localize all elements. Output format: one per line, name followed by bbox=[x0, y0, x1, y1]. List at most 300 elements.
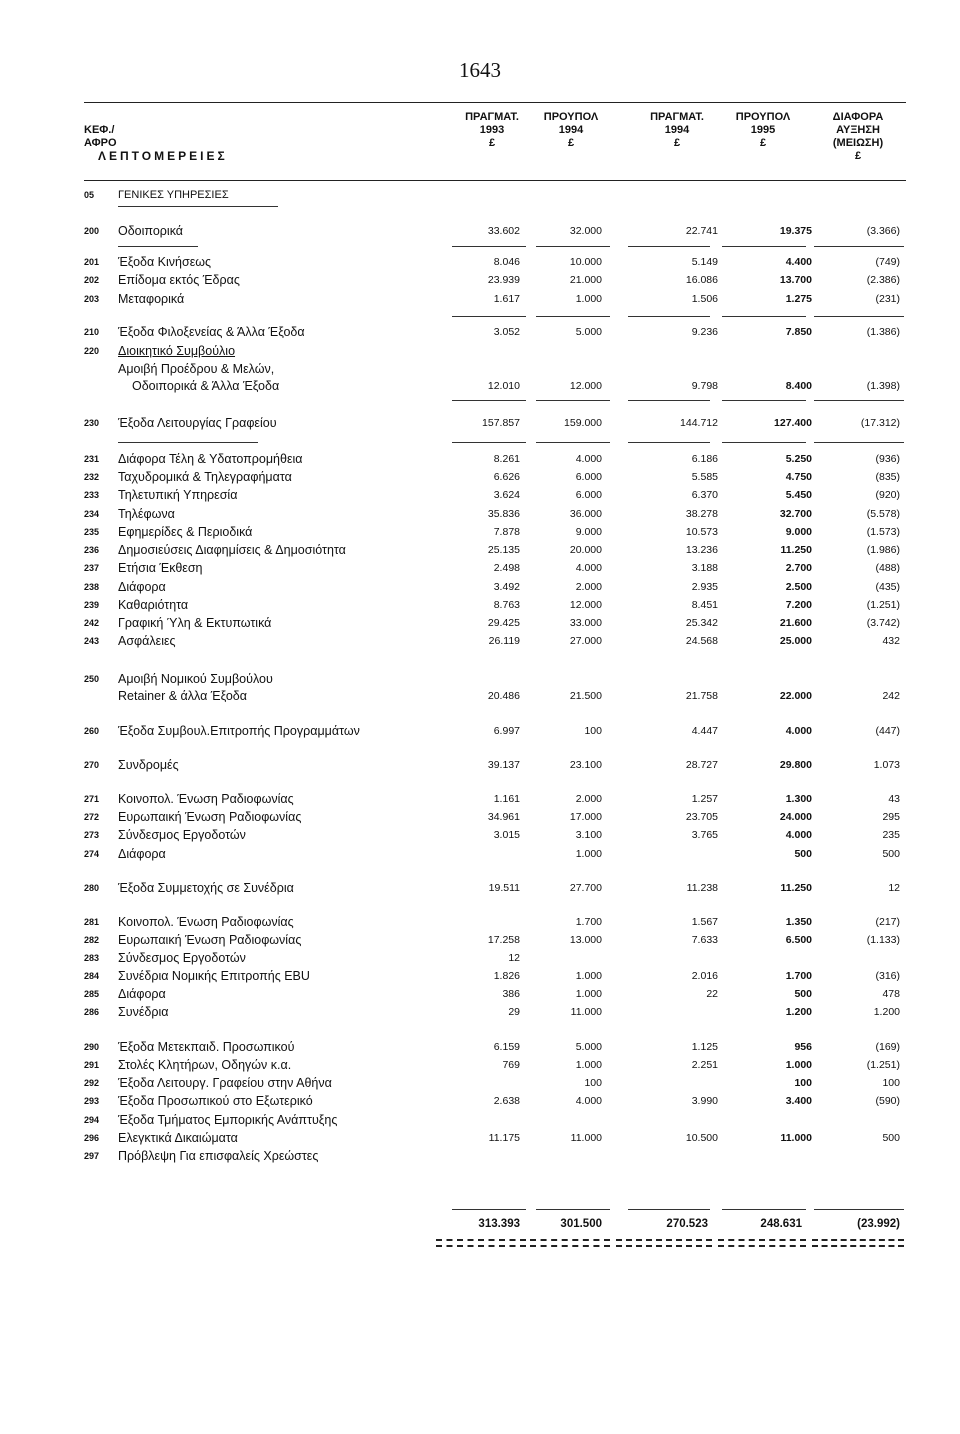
cell-budget-1995: 5.450 bbox=[785, 489, 812, 501]
cell-actual-1993: 8.046 bbox=[493, 256, 520, 268]
cell-actual-1993: 157.857 bbox=[482, 417, 520, 429]
row-code: 235 bbox=[84, 527, 100, 537]
cell-budget-1995: 22.000 bbox=[779, 690, 812, 702]
table-row bbox=[0, 416, 960, 430]
row-description: Διάφορα Τέλη & Υδατοπρομήθεια bbox=[118, 452, 303, 466]
cell-budget-1995: 7.200 bbox=[785, 599, 812, 611]
separator-rule bbox=[628, 246, 710, 247]
row-description: Συνέδρια bbox=[118, 1005, 169, 1019]
cell-budget-1995: 4.000 bbox=[785, 829, 812, 841]
row-description: Έξοδα Προσωπικού στο Εξωτερικό bbox=[118, 1094, 313, 1108]
cell-budget-1994: 1.000 bbox=[575, 1059, 602, 1071]
cell-budget-1995: 8.400 bbox=[785, 380, 812, 392]
cell-budget-1994: 1.000 bbox=[575, 988, 602, 1000]
separator-rule bbox=[536, 442, 610, 443]
cell-difference: (1.573) bbox=[866, 526, 900, 538]
cell-actual-1993: 1.161 bbox=[493, 793, 520, 805]
row-description: Οδοιπορικά & Άλλα Έξοδα bbox=[132, 379, 280, 393]
cell-actual-1993: 29.425 bbox=[487, 617, 520, 629]
row-description: Συνδρομές bbox=[118, 758, 179, 772]
cell-actual-1993: 34.961 bbox=[487, 811, 520, 823]
cell-budget-1994: 1.000 bbox=[575, 848, 602, 860]
table-row bbox=[0, 543, 960, 557]
table-row bbox=[0, 951, 960, 965]
cell-difference: (920) bbox=[875, 489, 900, 501]
cell-actual-1994: 4.447 bbox=[691, 725, 718, 737]
cell-actual-1993: 3.624 bbox=[493, 489, 520, 501]
cell-budget-1995: 11.250 bbox=[780, 544, 812, 556]
cell-actual-1994: 22 bbox=[706, 988, 718, 1000]
total-rule bbox=[536, 1209, 610, 1210]
row-description: Ευρωπαική Ένωση Ραδιοφωνίας bbox=[118, 810, 302, 824]
cell-budget-1995: 29.800 bbox=[779, 759, 812, 771]
separator-rule bbox=[814, 246, 904, 247]
cell-difference: (590) bbox=[875, 1095, 900, 1107]
row-code: 233 bbox=[84, 490, 100, 500]
cell-budget-1995: 1.000 bbox=[785, 1059, 812, 1071]
row-description: Ασφάλειες bbox=[118, 634, 176, 648]
cell-budget-1994: 20.000 bbox=[569, 544, 602, 556]
cell-budget-1995: 4.750 bbox=[785, 471, 812, 483]
cell-budget-1995: 1.275 bbox=[785, 293, 812, 305]
cell-actual-1993: 7.878 bbox=[493, 526, 520, 538]
cell-budget-1994: 32.000 bbox=[569, 225, 602, 237]
cell-budget-1994: 2.000 bbox=[575, 581, 602, 593]
cell-actual-1994: 11.238 bbox=[686, 882, 718, 894]
cell-budget-1994: 5.000 bbox=[575, 1041, 602, 1053]
cell-budget-1995: 100 bbox=[794, 1077, 812, 1089]
cell-actual-1994: 28.727 bbox=[685, 759, 718, 771]
cell-budget-1995: 1.700 bbox=[785, 970, 812, 982]
cell-difference: 235 bbox=[882, 829, 900, 841]
cell-actual-1993: 1.617 bbox=[493, 293, 520, 305]
row-code: 283 bbox=[84, 953, 100, 963]
row-description: Έξοδα Κινήσεως bbox=[118, 255, 212, 269]
cell-actual-1993: 26.119 bbox=[488, 635, 520, 647]
table-row bbox=[0, 344, 960, 358]
cell-budget-1995: 500 bbox=[794, 988, 812, 1000]
cell-difference: (5.578) bbox=[866, 508, 900, 520]
cell-budget-1995: 13.700 bbox=[779, 274, 812, 286]
row-description: Κοινοπολ. Ένωση Ραδιοφωνίας bbox=[118, 792, 294, 806]
cell-actual-1993: 1.826 bbox=[493, 970, 520, 982]
cell-budget-1994: 100 bbox=[584, 725, 602, 737]
row-code: 274 bbox=[84, 849, 100, 859]
double-underline bbox=[718, 1239, 806, 1247]
cell-actual-1994: 21.758 bbox=[685, 690, 718, 702]
row-description: Πρόβλεψη Για επισφαλείς Χρεώστες bbox=[118, 1149, 319, 1163]
cell-difference: (1.251) bbox=[866, 599, 900, 611]
cell-budget-1994: 9.000 bbox=[575, 526, 602, 538]
separator-rule bbox=[452, 400, 526, 401]
separator-rule bbox=[118, 246, 198, 247]
table-row bbox=[0, 255, 960, 269]
cell-budget-1994: 21.000 bbox=[569, 274, 602, 286]
cell-budget-1995: 25.000 bbox=[779, 635, 812, 647]
column-header-difference: ΔΙΑΦΟΡΑ ΑΥΞΗΣΗ (ΜΕΙΩΣΗ) £ bbox=[832, 111, 884, 162]
separator-rule bbox=[452, 246, 526, 247]
cell-difference: (1.386) bbox=[866, 326, 900, 338]
total-actual-1993: 313.393 bbox=[478, 1218, 520, 1230]
cell-budget-1994: 36.000 bbox=[569, 508, 602, 520]
separator-rule bbox=[814, 442, 904, 443]
cell-actual-1993: 6.997 bbox=[493, 725, 520, 737]
row-description: Γραφική Ύλη & Εκτυπωτικά bbox=[118, 616, 272, 630]
cell-difference: (1.398) bbox=[866, 380, 900, 392]
table-row bbox=[0, 598, 960, 612]
cell-budget-1994: 21.500 bbox=[569, 690, 602, 702]
cell-actual-1993: 12 bbox=[508, 952, 520, 964]
cell-difference: 43 bbox=[888, 793, 900, 805]
cell-actual-1993: 35.836 bbox=[487, 508, 520, 520]
cell-budget-1995: 6.500 bbox=[785, 934, 812, 946]
row-code: 292 bbox=[84, 1078, 100, 1088]
cell-actual-1993: 3.492 bbox=[493, 581, 520, 593]
row-description: Μεταφορικά bbox=[118, 292, 185, 306]
column-header-actual-1994: ΠΡΑΓΜΑΤ. 1994 £ bbox=[650, 111, 704, 149]
cell-budget-1994: 11.000 bbox=[570, 1132, 602, 1144]
cell-actual-1993: 6.626 bbox=[493, 471, 520, 483]
table-row bbox=[0, 362, 960, 376]
cell-budget-1994: 17.000 bbox=[569, 811, 602, 823]
cell-actual-1993: 8.261 bbox=[493, 453, 520, 465]
table-row bbox=[0, 634, 960, 648]
cell-budget-1995: 127.400 bbox=[774, 417, 812, 429]
table-row bbox=[0, 488, 960, 502]
cell-actual-1994: 23.705 bbox=[685, 811, 718, 823]
row-code: 203 bbox=[84, 294, 100, 304]
cell-budget-1995: 956 bbox=[794, 1041, 812, 1053]
separator-rule bbox=[118, 442, 258, 443]
cell-budget-1994: 1.000 bbox=[575, 293, 602, 305]
cell-budget-1995: 500 bbox=[794, 848, 812, 860]
row-code: 05 bbox=[84, 190, 95, 200]
cell-actual-1994: 38.278 bbox=[685, 508, 718, 520]
cell-actual-1993: 23.939 bbox=[487, 274, 520, 286]
row-description: Έξοδα Λειτουργίας Γραφείου bbox=[118, 416, 277, 430]
cell-difference: (488) bbox=[875, 562, 900, 574]
row-description: Σύνδεσμος Εργοδοτών bbox=[118, 828, 246, 842]
cell-actual-1994: 22.741 bbox=[685, 225, 718, 237]
cell-actual-1994: 10.500 bbox=[685, 1132, 718, 1144]
table-row bbox=[0, 507, 960, 521]
row-description: Τηλέφωνα bbox=[118, 507, 175, 521]
cell-budget-1994: 4.000 bbox=[575, 453, 602, 465]
row-code: 243 bbox=[84, 636, 100, 646]
cell-actual-1993: 2.498 bbox=[493, 562, 520, 574]
cell-budget-1994: 11.000 bbox=[570, 1006, 602, 1018]
cell-budget-1994: 1.700 bbox=[575, 916, 602, 928]
cell-budget-1995: 2.500 bbox=[785, 581, 812, 593]
cell-budget-1994: 33.000 bbox=[569, 617, 602, 629]
cell-difference: 242 bbox=[882, 690, 900, 702]
cell-actual-1994: 2.935 bbox=[691, 581, 718, 593]
cell-actual-1993: 19.511 bbox=[488, 882, 520, 894]
table-row bbox=[0, 689, 960, 703]
table-row bbox=[0, 325, 960, 339]
total-budget-1995: 248.631 bbox=[760, 1218, 802, 1230]
cell-difference: (231) bbox=[875, 293, 900, 305]
cell-budget-1994: 23.100 bbox=[569, 759, 602, 771]
table-row bbox=[0, 188, 960, 202]
row-code: 234 bbox=[84, 509, 100, 519]
table-row bbox=[0, 933, 960, 947]
row-code: 270 bbox=[84, 760, 100, 770]
cell-actual-1994: 24.568 bbox=[685, 635, 718, 647]
row-description: Καθαριότητα bbox=[118, 598, 189, 612]
table-row bbox=[0, 1149, 960, 1163]
cell-actual-1994: 9.798 bbox=[691, 380, 718, 392]
cell-budget-1995: 24.000 bbox=[779, 811, 812, 823]
cell-budget-1994: 27.700 bbox=[569, 882, 602, 894]
cell-actual-1994: 144.712 bbox=[680, 417, 718, 429]
separator-rule bbox=[452, 442, 526, 443]
row-description: Διάφορα bbox=[118, 847, 166, 861]
cell-actual-1993: 3.052 bbox=[493, 326, 520, 338]
table-row bbox=[0, 1040, 960, 1054]
cell-budget-1994: 12.000 bbox=[569, 599, 602, 611]
row-description: Έξοδα Μετεκπαιδ. Προσωπικού bbox=[118, 1040, 295, 1054]
row-description: Έξοδα Συμμετοχής σε Συνέδρια bbox=[118, 881, 294, 895]
row-code: 230 bbox=[84, 418, 100, 428]
page-number: 1643 bbox=[459, 58, 501, 82]
cell-difference: (3.366) bbox=[866, 225, 900, 237]
cell-budget-1994: 4.000 bbox=[575, 562, 602, 574]
cell-difference: (3.742) bbox=[866, 617, 900, 629]
cell-budget-1995: 21.600 bbox=[779, 617, 812, 629]
row-description: Δημοσιεύσεις Διαφημίσεις & Δημοσιότητα bbox=[118, 543, 346, 557]
row-code: 231 bbox=[84, 454, 100, 464]
separator-rule bbox=[814, 316, 904, 317]
cell-actual-1993: 386 bbox=[502, 988, 520, 1000]
cell-budget-1994: 100 bbox=[584, 1077, 602, 1089]
row-description: Έξοδα Τμήματος Εμπορικής Ανάπτυξης bbox=[118, 1113, 338, 1127]
cell-difference: 295 bbox=[882, 811, 900, 823]
table-row bbox=[0, 616, 960, 630]
cell-difference: 500 bbox=[882, 848, 900, 860]
cell-difference: (2.386) bbox=[866, 274, 900, 286]
separator-rule bbox=[628, 442, 710, 443]
cell-budget-1995: 32.700 bbox=[779, 508, 812, 520]
table-row bbox=[0, 847, 960, 861]
cell-budget-1994: 2.000 bbox=[575, 793, 602, 805]
table-row bbox=[0, 915, 960, 929]
cell-budget-1995: 4.400 bbox=[785, 256, 812, 268]
row-description: ΓΕΝΙΚΕΣ ΥΠΗΡΕΣΙΕΣ bbox=[118, 189, 229, 201]
row-code: 250 bbox=[84, 674, 100, 684]
cell-difference: (835) bbox=[875, 471, 900, 483]
separator-rule bbox=[722, 400, 806, 401]
cell-difference: 1.200 bbox=[873, 1006, 900, 1018]
cell-actual-1993: 20.486 bbox=[487, 690, 520, 702]
row-description: Διάφορα bbox=[118, 987, 166, 1001]
cell-actual-1994: 5.149 bbox=[691, 256, 718, 268]
table-row bbox=[0, 724, 960, 738]
cell-difference: (316) bbox=[875, 970, 900, 982]
cell-difference: 500 bbox=[882, 1132, 900, 1144]
cell-actual-1994: 2.016 bbox=[691, 970, 718, 982]
table-row bbox=[0, 672, 960, 686]
table-row bbox=[0, 810, 960, 824]
cell-difference: (217) bbox=[875, 916, 900, 928]
cell-actual-1993: 11.175 bbox=[488, 1132, 520, 1144]
double-underline bbox=[812, 1239, 904, 1247]
cell-budget-1994: 6.000 bbox=[575, 471, 602, 483]
row-code: 200 bbox=[84, 226, 100, 236]
row-code: 201 bbox=[84, 257, 100, 267]
cell-actual-1994: 13.236 bbox=[685, 544, 718, 556]
cell-budget-1995: 11.250 bbox=[780, 882, 812, 894]
cell-budget-1994: 12.000 bbox=[569, 380, 602, 392]
table-row bbox=[0, 969, 960, 983]
row-code: 272 bbox=[84, 812, 100, 822]
cell-actual-1993: 29 bbox=[508, 1006, 520, 1018]
column-header-actual-1993: ΠΡΑΓΜΑΤ. 1993 £ bbox=[465, 111, 519, 149]
cell-actual-1993: 6.159 bbox=[493, 1041, 520, 1053]
row-description: Έξοδα Συμβουλ.Επιτροπής Προγραμμάτων bbox=[118, 724, 360, 738]
row-code: 286 bbox=[84, 1007, 100, 1017]
table-row bbox=[0, 1005, 960, 1019]
table-row bbox=[0, 525, 960, 539]
cell-actual-1994: 8.451 bbox=[691, 599, 718, 611]
row-description: Τηλετυπική Υπηρεσία bbox=[118, 488, 238, 502]
row-code: 202 bbox=[84, 275, 100, 285]
cell-actual-1994: 3.765 bbox=[691, 829, 718, 841]
cell-difference: 12 bbox=[888, 882, 900, 894]
table-row bbox=[0, 792, 960, 806]
row-description: Ευρωπαική Ένωση Ραδιοφωνίας bbox=[118, 933, 302, 947]
row-code: 242 bbox=[84, 618, 100, 628]
separator-rule bbox=[452, 316, 526, 317]
row-code: 232 bbox=[84, 472, 100, 482]
cell-actual-1994: 5.585 bbox=[691, 471, 718, 483]
cell-actual-1994: 3.188 bbox=[691, 562, 718, 574]
row-description: Διάφορα bbox=[118, 580, 166, 594]
cell-actual-1994: 3.990 bbox=[691, 1095, 718, 1107]
row-description: Επίδομα εκτός Έδρας bbox=[118, 273, 240, 287]
separator-rule bbox=[536, 400, 610, 401]
table-row bbox=[0, 1058, 960, 1072]
table-row bbox=[0, 224, 960, 238]
row-description: Ταχυδρομικά & Τηλεγραφήματα bbox=[118, 470, 292, 484]
row-description: Αμοιβή Προέδρου & Μελών, bbox=[118, 362, 275, 376]
cell-budget-1995: 1.200 bbox=[785, 1006, 812, 1018]
cell-budget-1995: 19.375 bbox=[779, 225, 812, 237]
cell-difference: (435) bbox=[875, 581, 900, 593]
total-rule bbox=[814, 1209, 904, 1210]
cell-actual-1994: 1.125 bbox=[691, 1041, 718, 1053]
row-description: Αμοιβή Νομικού Συμβούλου bbox=[118, 672, 273, 686]
row-description: Retainer & άλλα Έξοδα bbox=[118, 689, 247, 703]
cell-difference: (1.133) bbox=[866, 934, 900, 946]
separator-rule bbox=[814, 400, 904, 401]
column-header-budget-1994: ΠΡΟΥΠΟΛ 1994 £ bbox=[543, 111, 599, 149]
cell-budget-1994: 5.000 bbox=[575, 326, 602, 338]
row-code: 291 bbox=[84, 1060, 100, 1070]
cell-budget-1995: 9.000 bbox=[785, 526, 812, 538]
row-code: 290 bbox=[84, 1042, 100, 1052]
cell-actual-1993: 12.010 bbox=[487, 380, 520, 392]
table-row bbox=[0, 1076, 960, 1090]
total-budget-1994: 301.500 bbox=[560, 1218, 602, 1230]
row-description: Ετήσια Έκθεση bbox=[118, 561, 203, 575]
cell-budget-1994: 27.000 bbox=[569, 635, 602, 647]
table-row bbox=[0, 1113, 960, 1127]
total-rule bbox=[722, 1209, 806, 1210]
cell-budget-1994: 13.000 bbox=[569, 934, 602, 946]
double-underline bbox=[616, 1239, 712, 1247]
row-code: 220 bbox=[84, 346, 100, 356]
code-label-1: ΚΕΦ./ bbox=[84, 124, 115, 136]
cell-actual-1994: 1.506 bbox=[691, 293, 718, 305]
cell-budget-1995: 5.250 bbox=[785, 453, 812, 465]
cell-actual-1994: 2.251 bbox=[691, 1059, 718, 1071]
row-code: 280 bbox=[84, 883, 100, 893]
row-description: Διοικητικό Συμβούλιο bbox=[118, 344, 236, 358]
row-code: 237 bbox=[84, 563, 100, 573]
separator-rule bbox=[722, 246, 806, 247]
cell-actual-1994: 16.086 bbox=[685, 274, 718, 286]
cell-budget-1995: 1.300 bbox=[785, 793, 812, 805]
table-row bbox=[0, 828, 960, 842]
table-row bbox=[0, 1094, 960, 1108]
row-description: Εφημερίδες & Περιοδικά bbox=[118, 525, 253, 539]
row-description: Έξοδα Φιλοξενείας & Άλλα Έξοδα bbox=[118, 325, 305, 339]
row-code: 236 bbox=[84, 545, 100, 555]
table-row bbox=[0, 1131, 960, 1145]
separator-rule bbox=[536, 246, 610, 247]
table-row bbox=[0, 881, 960, 895]
cell-actual-1994: 25.342 bbox=[685, 617, 718, 629]
cell-budget-1995: 3.400 bbox=[785, 1095, 812, 1107]
row-code: 260 bbox=[84, 726, 100, 736]
row-description: Έξοδα Λειτουργ. Γραφείου στην Αθήνα bbox=[118, 1076, 332, 1090]
separator-rule bbox=[628, 316, 710, 317]
separator-rule bbox=[722, 442, 806, 443]
cell-difference: (447) bbox=[875, 725, 900, 737]
row-code: 238 bbox=[84, 582, 100, 592]
row-code: 294 bbox=[84, 1115, 100, 1125]
row-description: Σύνδεσμος Εργοδοτών bbox=[118, 951, 246, 965]
cell-budget-1995: 4.000 bbox=[785, 725, 812, 737]
cell-difference: 432 bbox=[882, 635, 900, 647]
code-label-2: ΑΦΡΟ bbox=[84, 137, 117, 149]
table-row bbox=[0, 470, 960, 484]
cell-difference: 100 bbox=[882, 1077, 900, 1089]
table-row bbox=[0, 987, 960, 1001]
cell-actual-1993: 25.135 bbox=[487, 544, 520, 556]
cell-difference: 1.073 bbox=[873, 759, 900, 771]
row-description: Κοινοπολ. Ένωση Ραδιοφωνίας bbox=[118, 915, 294, 929]
cell-actual-1993: 8.763 bbox=[493, 599, 520, 611]
cell-budget-1994: 4.000 bbox=[575, 1095, 602, 1107]
row-code: 296 bbox=[84, 1133, 100, 1143]
cell-budget-1995: 2.700 bbox=[785, 562, 812, 574]
cell-actual-1993: 769 bbox=[502, 1059, 520, 1071]
separator-rule bbox=[628, 400, 710, 401]
cell-actual-1994: 6.186 bbox=[691, 453, 718, 465]
cell-difference: (1.251) bbox=[866, 1059, 900, 1071]
cell-difference: 478 bbox=[882, 988, 900, 1000]
cell-difference: (1.986) bbox=[866, 544, 900, 556]
double-underline bbox=[436, 1239, 526, 1247]
row-code: 282 bbox=[84, 935, 100, 945]
cell-difference: (169) bbox=[875, 1041, 900, 1053]
table-row bbox=[0, 758, 960, 772]
details-label: ΛΕΠΤΟΜΕΡΕΙΕΣ bbox=[98, 149, 228, 163]
column-header-budget-1995: ΠΡΟΥΠΟΛ 1995 £ bbox=[735, 111, 791, 149]
row-code: 239 bbox=[84, 600, 100, 610]
